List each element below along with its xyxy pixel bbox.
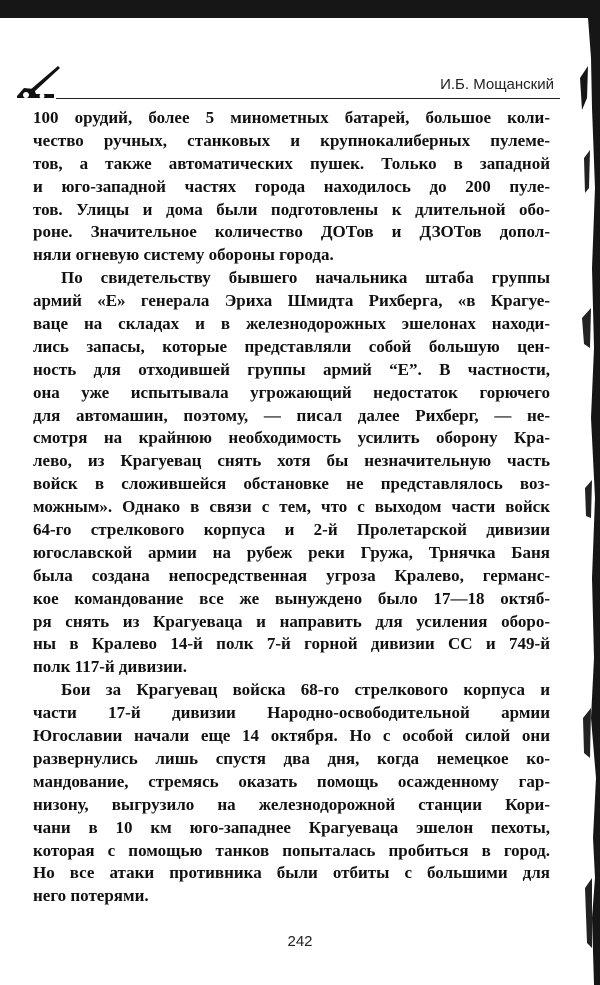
text-line: ны в Кралево 14-й полк 7-й горной дивизии СС и 749-й: [33, 634, 550, 654]
text-line: низону, выгрузило на железнодорожной станции Кори-: [33, 794, 550, 814]
text-line: роне. Значительное количество ДОТов и ДЗОТов допол-: [33, 222, 550, 242]
text-line: лись запасы, которые представляли собой большую цен-: [33, 336, 550, 356]
artillery-gun-icon: [14, 56, 64, 100]
scan-right-edge: [558, 18, 600, 985]
page-header: [14, 56, 560, 100]
text-line: ря снять из Крагуеваца и направить для усиления оборо-: [33, 611, 550, 631]
text-line: полк 117-й дивизии.: [33, 657, 187, 677]
text-line: которая с помощью танков попыталась пробиться в город.: [33, 840, 550, 860]
text-line: лево, из Крагуевац снять хотя бы незначительную часть: [33, 451, 550, 471]
text-line: Югославии начали еще 14 октября. Но с особой силой они: [33, 726, 550, 746]
text-line: можным». Однако в связи с тем, что с выходом части войск: [33, 497, 550, 517]
text-line: была создана непосредственная угроза Кралево, германс-: [33, 565, 550, 585]
body-text: [33, 107, 550, 908]
text-line: чество ручных, станковых и крупнокалиберных пулеме-: [33, 130, 550, 150]
text-line: части 17-й дивизии Народно-освободительной армии: [33, 703, 550, 723]
text-line: Бои за Крагуевац войска 68-го стрелкового корпуса и: [61, 680, 550, 700]
scan-top-border: [0, 0, 600, 18]
text-line: кое командование все же вынуждено было 17—18 октяб-: [33, 588, 550, 608]
page-number: 242: [287, 933, 313, 950]
text-line: няли огневую систему обороны города.: [33, 245, 334, 265]
text-line: него потерями.: [33, 886, 149, 906]
text-line: тов, а также автоматических пушек. Только в западной: [33, 153, 550, 173]
running-head: И.Б. Мощанский: [440, 76, 554, 93]
text-line: войск в сложившейся обстановке не представлялось воз-: [33, 474, 550, 494]
text-line: смотря на крайнюю необходимость усилить оборону Кра-: [33, 428, 550, 448]
text-line: чани в 10 км юго-западнее Крагуеваца эшелон пехоты,: [33, 817, 550, 837]
text-line: армий «Е» генерала Эриха Шмидта Рихберга, «в Крагуе-: [33, 291, 550, 311]
text-line: она уже испытывала угрожающий недостаток горючего: [33, 382, 550, 402]
text-line: тов. Улицы и дома были подготовлены к длительной обо-: [33, 199, 550, 219]
text-line: ваце на складах и в железнодорожных эшелонах находи-: [33, 314, 550, 334]
text-line: для автомашин, поэтому, — писал далее Рихберг, — не-: [33, 405, 550, 425]
text-line: 64-го стрелкового корпуса и 2-й Пролетарской дивизии: [33, 520, 550, 540]
text-line: ность для отходившей группы армий “Е”. В частности,: [33, 359, 550, 379]
text-line: мандование, стремясь оказать помощь осажденному гар-: [33, 771, 550, 791]
text-line: 100 орудий, более 5 минометных батарей, большое коли-: [33, 108, 550, 127]
header-rule: [56, 98, 560, 99]
text-line: По свидетельству бывшего начальника штаба группы: [61, 268, 550, 288]
text-line: югославской армии на рубеж реки Гружа, Трнячка Баня: [33, 542, 550, 562]
text-line: развернулись лишь спустя два дня, когда немецкое ко-: [33, 748, 550, 768]
text-line: и юго-западной частях города находилось до 200 пуле-: [33, 176, 550, 196]
text-line: Но все атаки противника были отбиты с большими для: [33, 863, 550, 883]
